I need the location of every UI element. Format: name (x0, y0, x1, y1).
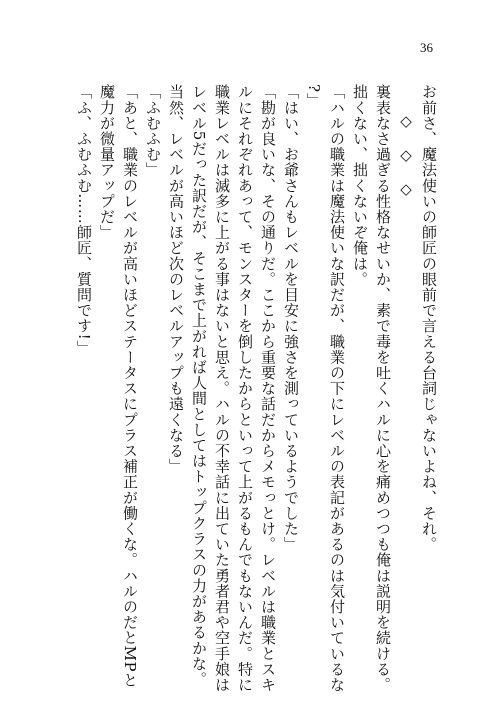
text-line: 裏表なさ過ぎる性格なせいか、素で毒を吐くハルに心を痛めつつも俺は説明を続ける。 (374, 84, 392, 693)
text-line: 「はい、お爺さんもレベルを目安に強さを測っているようでした」 (282, 84, 300, 552)
section-divider: ◇◇◇ (397, 112, 415, 214)
text-line-continuation: 当然、レベルが高いほど次のレベルアップも遠くなる」 (167, 84, 185, 474)
text-line: 「あと、職業のレベルが高いほどステータスにプラス補正が働くな。ハルのだとMPと (121, 84, 139, 688)
text-line-continuation: 職業レベルは滅多に上がる事はないと思え。ハルの不幸話に出ていた勇者君や空手娘は (213, 84, 231, 693)
text-line-continuation: ルにそれぞれあって、モンスターを倒したからといって上がるもんでもないんだ。特に (236, 84, 254, 693)
body-text (72, 84, 440, 693)
text-line: お前さ、魔法使いの師匠の眼前で言える台詞じゃないよね、それ。 (420, 84, 438, 552)
text-line: 「ハルの職業は魔法使いな訳だが、職業の下にレベルの表記があるのは気付いているな (328, 84, 346, 693)
text-line: 「勘が良いな、その通りだ。ここから重要な話だからメモっとけ。レベルは職業とスキ (259, 84, 277, 693)
text-line: 「ふむふむ」 (144, 84, 162, 178)
text-line-continuation: 魔力が微量アップだ」 (98, 84, 116, 240)
text-line-continuation: レベル5だった訳だが、そこまで上がれば人間としてはトップクラスの力があるかな。 (190, 84, 208, 687)
text-line: 「ふ、ふむふむ……師匠、質問です!」 (75, 84, 93, 356)
text-line: 拙くない、拙くないぞ俺は。 (351, 84, 369, 287)
text-line-continuation: ?」 (305, 84, 323, 109)
page-number: 36 (420, 40, 433, 55)
